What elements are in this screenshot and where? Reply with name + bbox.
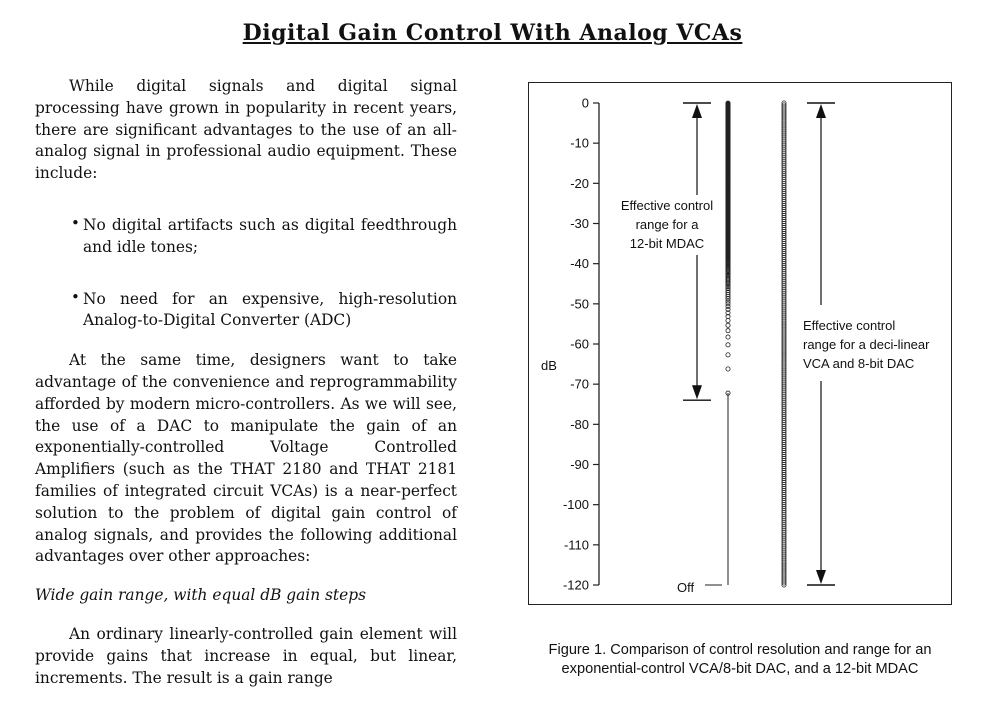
subheading: Wide gain range, with equal dB gain steps (35, 586, 366, 605)
y-tick-label: -50 (570, 296, 589, 312)
y-tick-label: -60 (570, 336, 589, 352)
figure-chart (528, 82, 952, 605)
arrow-up-icon (692, 104, 702, 118)
y-tick-label: -80 (570, 416, 589, 432)
y-axis-label: dB (541, 358, 557, 373)
bullet-text: No need for an expensive, high-resolution Analog-to-Digital Converter (ADC) (83, 289, 457, 330)
y-tick-label: -20 (570, 175, 589, 191)
text-column (35, 76, 457, 689)
annotation-mdac-line: Effective control (620, 198, 714, 213)
mdac-step-point (726, 367, 730, 371)
intro-paragraph: While digital signals and digital signal processing have grown in popularity in recent years, there are significant advantages to the use of an all-analog signal in professional audio equipment. These include: (35, 77, 457, 183)
y-tick-label: -90 (570, 457, 589, 472)
bullet-item (35, 215, 457, 259)
arrow-down-icon (692, 385, 702, 399)
bullet-item (35, 289, 457, 333)
annotation-mdac (621, 198, 713, 251)
mdac-range-arrow (683, 103, 711, 400)
mdac-step-point (726, 353, 730, 357)
y-tick-label: -110 (563, 537, 589, 553)
annotation-vca-line: Effective control (803, 318, 896, 333)
y-tick-label: -100 (562, 497, 589, 513)
annotation-mdac-line: 12-bit MDAC (629, 236, 705, 251)
caption-line: exponential-control VCA/8-bit DAC, and a 12-bit MDAC (561, 661, 919, 677)
bullet-icon: • (71, 287, 80, 306)
annotation-vca (803, 318, 930, 371)
chart-svg (529, 83, 951, 604)
bullet-icon: • (71, 213, 80, 232)
mdac-step-point (726, 335, 730, 339)
mdac-step-point (726, 319, 730, 323)
y-tick-label: 0 (581, 95, 589, 111)
annotation-vca-line: range for a deci-linear (803, 337, 930, 352)
body-paragraph: At the same time, designers want to take advantage of the convenience and reprogrammability afforded by modern micro-controllers. As we will see, the use of a DAC to manipulate the gain of an exponentially-controlled Voltage Controlled Amplifiers (such as the THAT 2180 and THAT 2181 families of integrated circuit VCAs) is a near-perfect solution to the problem of digital gain control of analog signals, and provides the following additional advantages over other approaches: (35, 351, 457, 566)
y-tick-label: -10 (570, 135, 589, 151)
caption-line: Figure 1. Comparison of control resolution and range for an (548, 642, 932, 658)
y-tick-label: -40 (570, 256, 589, 272)
off-label: Off (677, 580, 695, 595)
body-paragraph: An ordinary linearly-controlled gain element will provide gains that increase in equal, but linear, increments. The result is a gain range (35, 624, 457, 687)
figure-caption (510, 641, 970, 679)
mdac-step-point (726, 343, 730, 347)
y-tick-label: -120 (562, 577, 589, 593)
y-tick-label: -30 (570, 216, 589, 231)
arrow-down-icon (816, 570, 826, 584)
mdac-step-point (726, 323, 730, 327)
arrow-up-icon (816, 104, 826, 118)
annotation-mdac-line: range for a (635, 217, 699, 232)
page-title: Digital Gain Control With Analog VCAs (242, 20, 743, 46)
mdac-step-point (726, 329, 730, 333)
y-tick-label: -70 (570, 376, 589, 392)
bullet-text: No digital artifacts such as digital feedthrough and idle tones; (83, 215, 457, 256)
annotation-vca-line: VCA and 8-bit DAC (803, 356, 915, 371)
